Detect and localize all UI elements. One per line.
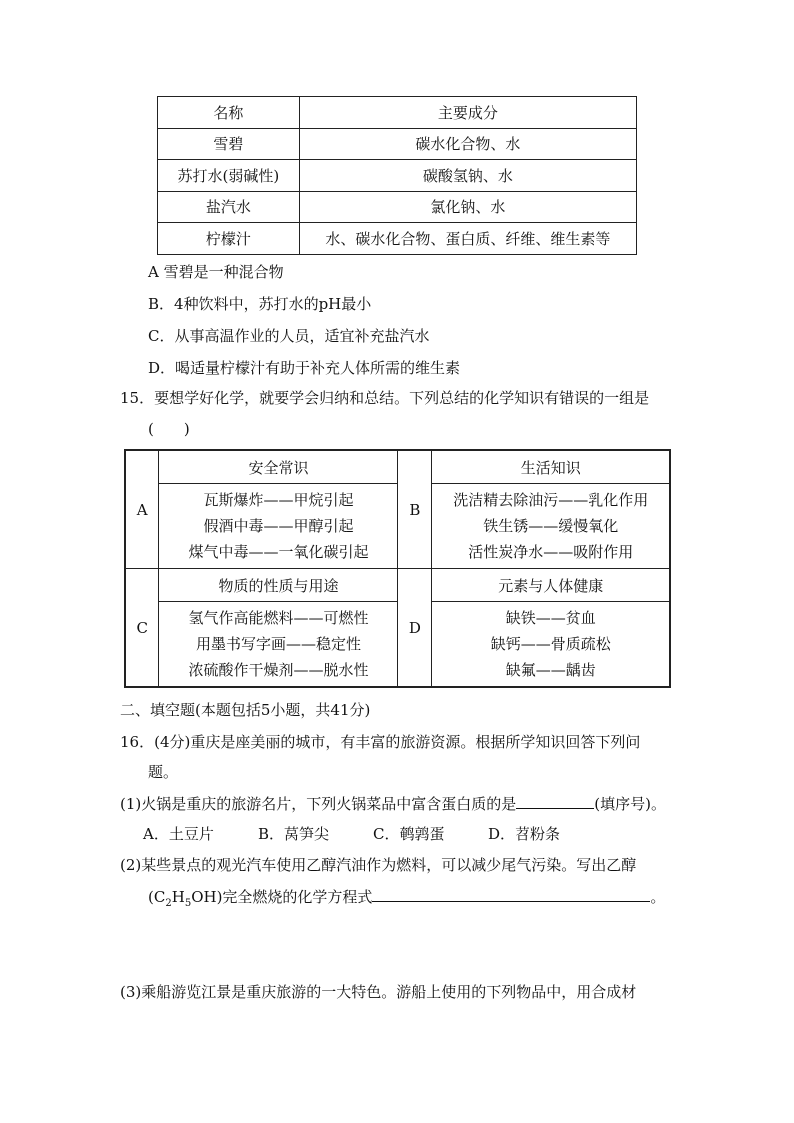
formula-subscript: 5 (184, 898, 192, 909)
answer-blank[interactable] (516, 793, 594, 809)
fact-line: 缺氟——龋齿 (505, 661, 596, 679)
fact-line: 缺铁——贫血 (505, 609, 596, 627)
q16-part3: (3)乘船游览江景是重庆旅游的一大特色。游船上使用的下列物品中，用合成材 (120, 983, 637, 1001)
fact-line: 活性炭净水——吸附作用 (468, 543, 634, 561)
q15-answer-paren: ( ) (148, 420, 190, 438)
q16-part2: (2)某些景点的观光汽车使用乙醇汽油作为燃料，可以减少尾气污染。写出乙醇 (120, 856, 637, 874)
fact-line: 瓦斯爆炸——甲烷引起 (203, 491, 354, 509)
table-cell: 碳酸氢钠、水 (299, 160, 636, 192)
q16-stem-cont: 题。 (148, 763, 179, 781)
fact-line: 假酒中毒——甲醇引起 (203, 517, 354, 535)
table-cell: 盐汽水 (158, 191, 300, 223)
fact-line: 铁生锈——缓慢氧化 (483, 517, 619, 535)
q16-part2-formula-line (148, 886, 665, 914)
table-cell: 苏打水(弱碱性) (158, 160, 300, 192)
group-body-b (432, 484, 670, 569)
fact-line: 氢气作高能燃料——可燃性 (188, 609, 369, 627)
group-body-d (432, 602, 670, 688)
table-cell: 水、碳水化合物、蛋白质、纤维、维生素等 (299, 223, 636, 255)
q15-stem: 15．要想学好化学，就要学会归纳和总结。下列总结的化学知识有错误的一组是 (120, 389, 650, 407)
group-title-a: 安全常识 (159, 450, 398, 484)
group-label-c: C (125, 569, 159, 688)
fact-line: 用墨书写字画——稳定性 (195, 635, 361, 653)
q16-part1-option-b: B．莴笋尖 (258, 825, 330, 843)
fact-line: 洗洁精去除油污——乳化作用 (453, 491, 649, 509)
q14-option-a: A 雪碧是一种混合物 (148, 263, 284, 281)
group-body-c (159, 602, 398, 688)
q16-part1-option-c: C．鹌鹑蛋 (373, 825, 445, 843)
q16-stem: 16．(4分)重庆是座美丽的城市，有丰富的旅游资源。根据所学知识回答下列问 (120, 733, 641, 751)
beverage-table (157, 96, 637, 255)
q16-part1-option-a: A．土豆片 (143, 825, 214, 843)
table-cell: 雪碧 (158, 128, 300, 160)
q14-option-b: B．4种饮料中，苏打水的pH最小 (148, 295, 372, 313)
group-label-d: D (398, 569, 432, 688)
q16-part1 (120, 793, 666, 814)
table-row (158, 128, 637, 160)
table-row (158, 160, 637, 192)
group-label-a: A (125, 450, 159, 569)
formula-text: H (171, 888, 185, 906)
table-header-cell: 名称 (158, 97, 300, 129)
table-row (158, 191, 637, 223)
formula-text: (C (148, 888, 166, 906)
formula-subscript: 2 (165, 898, 172, 909)
fact-line: 浓硫酸作干燥剂——脱水性 (188, 661, 369, 679)
fact-line: 缺钙——骨质疏松 (490, 635, 611, 653)
table-row (158, 223, 637, 255)
formula-text: OH)完全燃烧的化学方程式 (191, 888, 373, 906)
answer-blank[interactable] (372, 886, 650, 902)
group-title-d: 元素与人体健康 (432, 569, 670, 602)
table-header-row (158, 97, 637, 129)
table-cell: 柠檬汁 (158, 223, 300, 255)
group-title-c: 物质的性质与用途 (159, 569, 398, 602)
knowledge-summary-table (124, 449, 671, 688)
table-header-cell: 主要成分 (299, 97, 636, 129)
q14-option-c: C．从事高温作业的人员，适宜补充盐汽水 (148, 327, 430, 345)
q14-option-d: D．喝适量柠檬汁有助于补充人体所需的维生素 (148, 359, 461, 377)
q16-part2-tail: 。 (650, 888, 666, 906)
q16-part1-option-d: D．苕粉条 (488, 825, 561, 843)
table-cell: 碳水化合物、水 (299, 128, 636, 160)
table-cell: 氯化钠、水 (299, 191, 636, 223)
q16-part1-tail: (填序号)。 (594, 795, 666, 813)
section-heading: 二、填空题(本题包括5小题，共41分) (120, 701, 371, 719)
group-label-b: B (398, 450, 432, 569)
group-body-a (159, 484, 398, 569)
fact-line: 煤气中毒——一氧化碳引起 (188, 543, 369, 561)
group-title-b: 生活知识 (432, 450, 670, 484)
q16-part1-text: (1)火锅是重庆的旅游名片，下列火锅菜品中富含蛋白质的是 (120, 795, 517, 813)
